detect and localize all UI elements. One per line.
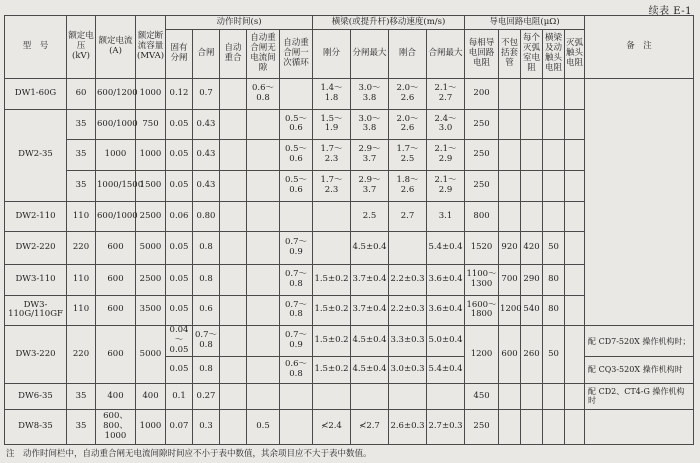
- cell-v: 220: [67, 326, 96, 383]
- cell-s1: [313, 232, 351, 265]
- cell-t3: [220, 264, 247, 295]
- cell-r1: 450: [465, 383, 499, 410]
- cell-r5: [565, 295, 585, 326]
- cell-t2: 0.7～0.8: [193, 326, 220, 357]
- cell-rem: 配 CQ3-520X 操作机构时: [585, 357, 694, 384]
- cell-s2: [351, 383, 389, 410]
- cell-s1: 1.4～1.8: [313, 79, 351, 110]
- cell-t2: 0.80: [193, 201, 220, 232]
- cell-model: DW3-110: [5, 264, 67, 295]
- cell-i: 600/1000: [96, 109, 136, 140]
- cell-t1: 0.05: [166, 170, 193, 201]
- cell-r5: [565, 410, 585, 445]
- cell-t3: [220, 79, 247, 110]
- cell-t3: [220, 170, 247, 201]
- cell-s3: 3.3±0.3: [389, 326, 427, 357]
- cell-s4: 2.4～3.0: [427, 109, 465, 140]
- cell-s1: [313, 383, 351, 410]
- cell-t3: [220, 201, 247, 232]
- cell-t3: [220, 232, 247, 265]
- cell-s3: 2.6±0.3: [389, 410, 427, 445]
- cell-r3: [521, 410, 543, 445]
- table-caption: 续表 E-1: [648, 6, 692, 17]
- cell-t4: 0.5: [247, 410, 280, 445]
- cell-t1: 0.05: [166, 109, 193, 140]
- cell-t4: [247, 232, 280, 265]
- table-row: [5, 383, 694, 410]
- cell-t1: 0.12: [166, 79, 193, 110]
- cell-r4: [543, 140, 565, 171]
- cell-s3: 2.7: [389, 201, 427, 232]
- cell-t4: [247, 140, 280, 171]
- cell-t5: [280, 410, 313, 445]
- cell-t4: [247, 383, 280, 410]
- cell-s2: 3.7±0.4: [351, 264, 389, 295]
- cell-i: 600: [96, 264, 136, 295]
- cell-r3: [521, 201, 543, 232]
- cell-s3: 2.0～2.6: [389, 109, 427, 140]
- cell-r4: [543, 383, 565, 410]
- cell-t2: 0.43: [193, 109, 220, 140]
- table-row: [5, 410, 694, 445]
- cell-r3: [521, 79, 543, 110]
- cell-r2: 1200: [499, 295, 521, 326]
- cell-cap: 5000: [136, 326, 166, 383]
- cell-r3: [521, 140, 543, 171]
- header-r-contact: 灭弧触头电阻: [565, 30, 585, 79]
- cell-r5: [565, 79, 585, 110]
- header-r-phase: 每相导电回路电阻: [465, 30, 499, 79]
- cell-s3: 1.7～2.5: [389, 140, 427, 171]
- cell-s2: 2.9～3.7: [351, 140, 389, 171]
- cell-r3: 540: [521, 295, 543, 326]
- cell-s2: 3.0～3.8: [351, 109, 389, 140]
- cell-r4: [543, 410, 565, 445]
- cell-t2: 0.8: [193, 264, 220, 295]
- cell-t2: 0.27: [193, 383, 220, 410]
- cell-s2: 4.5±0.4: [351, 232, 389, 265]
- cell-model: DW2-220: [5, 232, 67, 265]
- cell-r2: [499, 109, 521, 140]
- cell-t3: [220, 410, 247, 445]
- cell-r1: 250: [465, 410, 499, 445]
- cell-t4: [247, 109, 280, 140]
- cell-s1: 1.5～1.9: [313, 109, 351, 140]
- cell-s4: 3.6±0.4: [427, 295, 465, 326]
- cell-t5: [280, 383, 313, 410]
- header-resistance: 导电回路电阻(μΩ): [465, 16, 585, 30]
- cell-model: DW2-35: [5, 109, 67, 201]
- cell-s4: [427, 383, 465, 410]
- cell-v: 35: [67, 109, 96, 140]
- cell-cap: 3500: [136, 295, 166, 326]
- cell-model: DW3-220: [5, 326, 67, 383]
- cell-cap: 1000: [136, 410, 166, 445]
- cell-t3: [220, 140, 247, 171]
- cell-cap: 400: [136, 383, 166, 410]
- cell-t4: [247, 295, 280, 326]
- cell-s3: [389, 383, 427, 410]
- cell-v: 35: [67, 140, 96, 171]
- cell-s2: 4.5±0.4: [351, 326, 389, 357]
- cell-s1: [313, 201, 351, 232]
- cell-t3: [220, 295, 247, 326]
- header-speed-close: 刚合: [389, 30, 427, 79]
- cell-r5: [565, 383, 585, 410]
- cell-t3: [220, 109, 247, 140]
- cell-r3: [521, 170, 543, 201]
- cell-i: 600: [96, 326, 136, 383]
- cell-s3: 2.0～2.6: [389, 79, 427, 110]
- cell-r1: 250: [465, 109, 499, 140]
- cell-r5: [565, 201, 585, 232]
- cell-r2: 700: [499, 264, 521, 295]
- cell-r4: 80: [543, 295, 565, 326]
- cell-s3: 1.8～2.6: [389, 170, 427, 201]
- cell-rem: 配 CD2、CT4-G 操作机构时: [585, 383, 694, 410]
- cell-t4: 0.6～0.8: [247, 79, 280, 110]
- cell-t4: [247, 170, 280, 201]
- cell-model: DW8-35: [5, 410, 67, 445]
- cell-model: DW2-110: [5, 201, 67, 232]
- cell-t1: 0.05: [166, 264, 193, 295]
- cell-model: DW1-60G: [5, 79, 67, 110]
- header-close: 合闸: [193, 30, 220, 79]
- cell-r3: 290: [521, 264, 543, 295]
- cell-r2: [499, 79, 521, 110]
- cell-cap: 750: [136, 109, 166, 140]
- cell-t4: [247, 201, 280, 232]
- cell-s4: 5.4±0.4: [427, 232, 465, 265]
- header-rated-breaking: 额定断流容量(MVA): [136, 16, 166, 79]
- cell-v: 35: [67, 383, 96, 410]
- cell-model: DW3-110G/110GF: [5, 295, 67, 326]
- cell-r1: 1520: [465, 232, 499, 265]
- cell-cap: 2500: [136, 201, 166, 232]
- table-row: [5, 79, 694, 110]
- cell-t3: [220, 383, 247, 410]
- cell-i: 1000/1500: [96, 170, 136, 201]
- cell-t1: 0.06: [166, 201, 193, 232]
- cell-r1: 1600～1800: [465, 295, 499, 326]
- cell-v: 60: [67, 79, 96, 110]
- cell-r2: [499, 140, 521, 171]
- cell-r4: [543, 170, 565, 201]
- cell-t5: [280, 79, 313, 110]
- cell-s4: 5.4±0.4: [427, 357, 465, 384]
- cell-s4: 2.7±0.3: [427, 410, 465, 445]
- cell-r2: 920: [499, 232, 521, 265]
- cell-s4: 2.1～2.7: [427, 79, 465, 110]
- table-footnote: 注 动作时间栏中，自动重合闸无电流间隙时间应不小于表中数值，其余项目应不大于表中数值。: [6, 449, 372, 459]
- cell-t1: 0.1: [166, 383, 193, 410]
- cell-i: 600: [96, 232, 136, 265]
- cell-s3: [389, 232, 427, 265]
- cell-rem: [585, 410, 694, 445]
- cell-t2: 0.43: [193, 140, 220, 171]
- cell-r1: 1200: [465, 326, 499, 383]
- cell-r4: 50: [543, 232, 565, 265]
- cell-s4: 3.6±0.4: [427, 264, 465, 295]
- cell-v: 35: [67, 170, 96, 201]
- cell-r5: [565, 140, 585, 171]
- cell-r1: 1100～1300: [465, 264, 499, 295]
- cell-t1: 0.05: [166, 295, 193, 326]
- cell-s2: 2.9～3.7: [351, 170, 389, 201]
- cell-t1: 0.05: [166, 357, 193, 384]
- cell-rem: 配 CD7-520X 操作机构时；: [585, 326, 694, 357]
- header-remarks: 备 注: [585, 16, 694, 79]
- cell-s2: 3.0～3.8: [351, 79, 389, 110]
- header-r-excl: 不包括套管: [499, 30, 521, 79]
- header-beam-speed: 横梁(或提升杆)移动速度(m/s): [313, 16, 465, 30]
- cell-t1: 0.07: [166, 410, 193, 445]
- cell-t1: 0.05: [166, 140, 193, 171]
- cell-t2: 0.6: [193, 295, 220, 326]
- cell-v: 110: [67, 295, 96, 326]
- header-speed-close-max: 合闸最大: [427, 30, 465, 79]
- cell-r2: [499, 383, 521, 410]
- cell-s1: 1.5±0.2: [313, 264, 351, 295]
- cell-r1: 200: [465, 79, 499, 110]
- cell-r4: 80: [543, 264, 565, 295]
- cell-r5: [565, 109, 585, 140]
- header-auto-reclose-cycle: 自动重合闸一次循环: [280, 30, 313, 79]
- cell-t5: 0.7～0.9: [280, 326, 313, 357]
- cell-t2: 0.43: [193, 170, 220, 201]
- cell-t5: [280, 201, 313, 232]
- cell-v: 110: [67, 201, 96, 232]
- cell-s3: 2.2±0.3: [389, 295, 427, 326]
- cell-t5: 0.7～0.8: [280, 264, 313, 295]
- cell-s2: 4.5±0.4: [351, 357, 389, 384]
- cell-rem: [585, 79, 694, 326]
- cell-s4: 2.1～2.9: [427, 140, 465, 171]
- cell-t5: 0.5～0.6: [280, 109, 313, 140]
- cell-t4: [247, 264, 280, 295]
- cell-s1: ≮2.4: [313, 410, 351, 445]
- header-action-time: 动作时间(s): [166, 16, 313, 30]
- cell-r5: [565, 170, 585, 201]
- cell-r3: [521, 383, 543, 410]
- cell-i: 600: [96, 295, 136, 326]
- header-inherent-open: 固有分闸: [166, 30, 193, 79]
- cell-s2: 2.5: [351, 201, 389, 232]
- cell-r5: [565, 264, 585, 295]
- cell-t3: [220, 326, 247, 357]
- cell-i: 400: [96, 383, 136, 410]
- cell-r2: [499, 201, 521, 232]
- cell-r2: [499, 410, 521, 445]
- cell-r4: [543, 201, 565, 232]
- cell-r5: [565, 326, 585, 383]
- cell-r4: [543, 79, 565, 110]
- cell-t2: 0.3: [193, 410, 220, 445]
- header-rated-voltage: 额定电压(kV): [67, 16, 96, 79]
- cell-cap: 1000: [136, 140, 166, 171]
- cell-t5: 0.5～0.6: [280, 140, 313, 171]
- cell-t2: 0.7: [193, 79, 220, 110]
- cell-s1: 1.5±0.2: [313, 326, 351, 357]
- cell-r2: 600: [499, 326, 521, 383]
- cell-i: 600、800、1000: [96, 410, 136, 445]
- header-model: 型 号: [5, 16, 67, 79]
- header-auto-reclose-dead: 自动重合闸无电流间隙: [247, 30, 280, 79]
- cell-r2: [499, 170, 521, 201]
- cell-s1: 1.5±0.2: [313, 295, 351, 326]
- cell-s4: 5.0±0.4: [427, 326, 465, 357]
- cell-r3: 420: [521, 232, 543, 265]
- cell-t1: 0.05: [166, 232, 193, 265]
- cell-cap: 2500: [136, 264, 166, 295]
- cell-s2: 3.7±0.4: [351, 295, 389, 326]
- cell-r5: [565, 232, 585, 265]
- cell-s1: 1.7～2.3: [313, 140, 351, 171]
- cell-t5: 0.7～0.9: [280, 232, 313, 265]
- cell-t1: 0.04～0.05: [166, 326, 193, 357]
- header-auto-reclose: 自动重合: [220, 30, 247, 79]
- cell-s3: 2.2±0.3: [389, 264, 427, 295]
- cell-v: 35: [67, 410, 96, 445]
- header-speed-open: 刚分: [313, 30, 351, 79]
- cell-i: 600/1000: [96, 201, 136, 232]
- cell-r4: [543, 109, 565, 140]
- header-r-arc: 每个灭弧室电阻: [521, 30, 543, 79]
- cell-cap: 1500: [136, 170, 166, 201]
- cell-s4: 2.1～2.9: [427, 170, 465, 201]
- cell-cap: 5000: [136, 232, 166, 265]
- table-row: [5, 326, 694, 357]
- cell-s4: 3.1: [427, 201, 465, 232]
- cell-t5: 0.7～0.8: [280, 295, 313, 326]
- cell-t2: 0.8: [193, 357, 220, 384]
- cell-s2: ≮2.7: [351, 410, 389, 445]
- cell-t5: 0.5～0.6: [280, 170, 313, 201]
- header-r-beam: 横梁及动触头电阻: [543, 30, 565, 79]
- cell-t4: [247, 357, 280, 384]
- breaker-parameter-table: [4, 15, 694, 445]
- cell-model: DW6-35: [5, 383, 67, 410]
- cell-cap: 1000: [136, 79, 166, 110]
- cell-r1: 250: [465, 140, 499, 171]
- cell-s1: 1.5±0.2: [313, 357, 351, 384]
- cell-v: 220: [67, 232, 96, 265]
- cell-r4: 50: [543, 326, 565, 383]
- cell-t4: [247, 326, 280, 357]
- header-speed-open-max: 分闸最大: [351, 30, 389, 79]
- cell-r1: 250: [465, 170, 499, 201]
- cell-t2: 0.8: [193, 232, 220, 265]
- cell-t5: 0.6～0.8: [280, 357, 313, 384]
- cell-i: 600/1200: [96, 79, 136, 110]
- cell-s1: 1.7～2.3: [313, 170, 351, 201]
- cell-r1: 800: [465, 201, 499, 232]
- cell-t3: [220, 357, 247, 384]
- header-rated-current: 额定电流(A): [96, 16, 136, 79]
- cell-r3: 260: [521, 326, 543, 383]
- cell-v: 110: [67, 264, 96, 295]
- cell-i: 1000: [96, 140, 136, 171]
- cell-r3: [521, 109, 543, 140]
- cell-s3: 3.0±0.3: [389, 357, 427, 384]
